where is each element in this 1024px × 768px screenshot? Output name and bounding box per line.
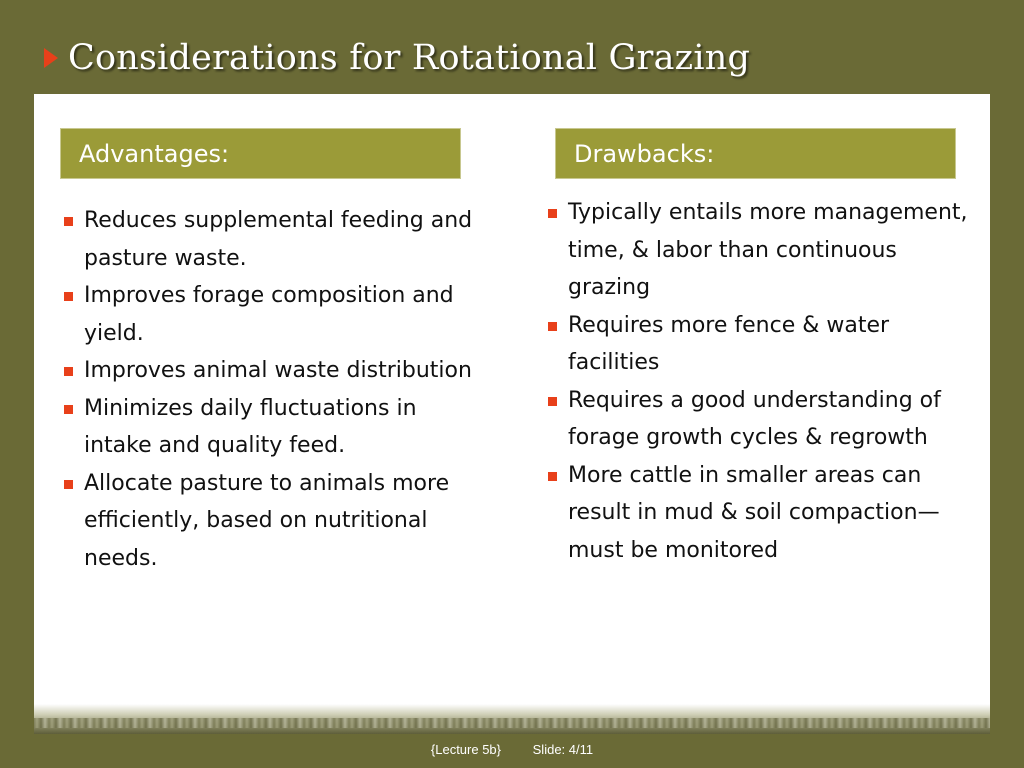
list-item: More cattle in smaller areas can result in mud & soil compaction—must be monitored [548,457,968,570]
list-item: Requires more fence & water facilities [548,307,968,382]
square-bullet-icon [548,397,557,406]
list-item: Allocate pasture to animals more efficiently, based on nutritional needs. [64,465,484,578]
square-bullet-icon [548,322,557,331]
square-bullet-icon [64,217,73,226]
list-item: Typically entails more management, time, & labor than continuous grazing [548,194,968,307]
advantages-list [64,202,484,577]
square-bullet-icon [548,472,557,481]
list-item: Improves forage composition and yield. [64,277,484,352]
list-item: Minimizes daily fluctuations in intake and quality feed. [64,390,484,465]
slide-title-row [44,30,750,86]
square-bullet-icon [64,480,73,489]
content-panel [34,94,990,734]
list-item: Improves animal waste distribution [64,352,484,390]
drawbacks-header [555,128,956,179]
grass-texture [34,718,990,728]
square-bullet-icon [64,367,73,376]
slide-footer [0,742,1024,757]
grass-strip-image [34,704,990,734]
square-bullet-icon [64,405,73,414]
advantages-header [60,128,461,179]
square-bullet-icon [64,292,73,301]
drawbacks-heading: Drawbacks: [574,139,715,168]
list-item: Requires a good understanding of forage growth cycles & regrowth [548,382,968,457]
advantages-heading: Advantages: [79,139,230,168]
drawbacks-list [548,194,968,569]
slide-number: Slide: 4/11 [532,742,594,757]
square-bullet-icon [548,209,557,218]
lecture-label: {Lecture 5b} [430,742,502,757]
list-item: Reduces supplemental feeding and pasture waste. [64,202,484,277]
triangle-right-icon [44,48,58,68]
slide-title: Considerations for Rotational Grazing [68,38,751,78]
